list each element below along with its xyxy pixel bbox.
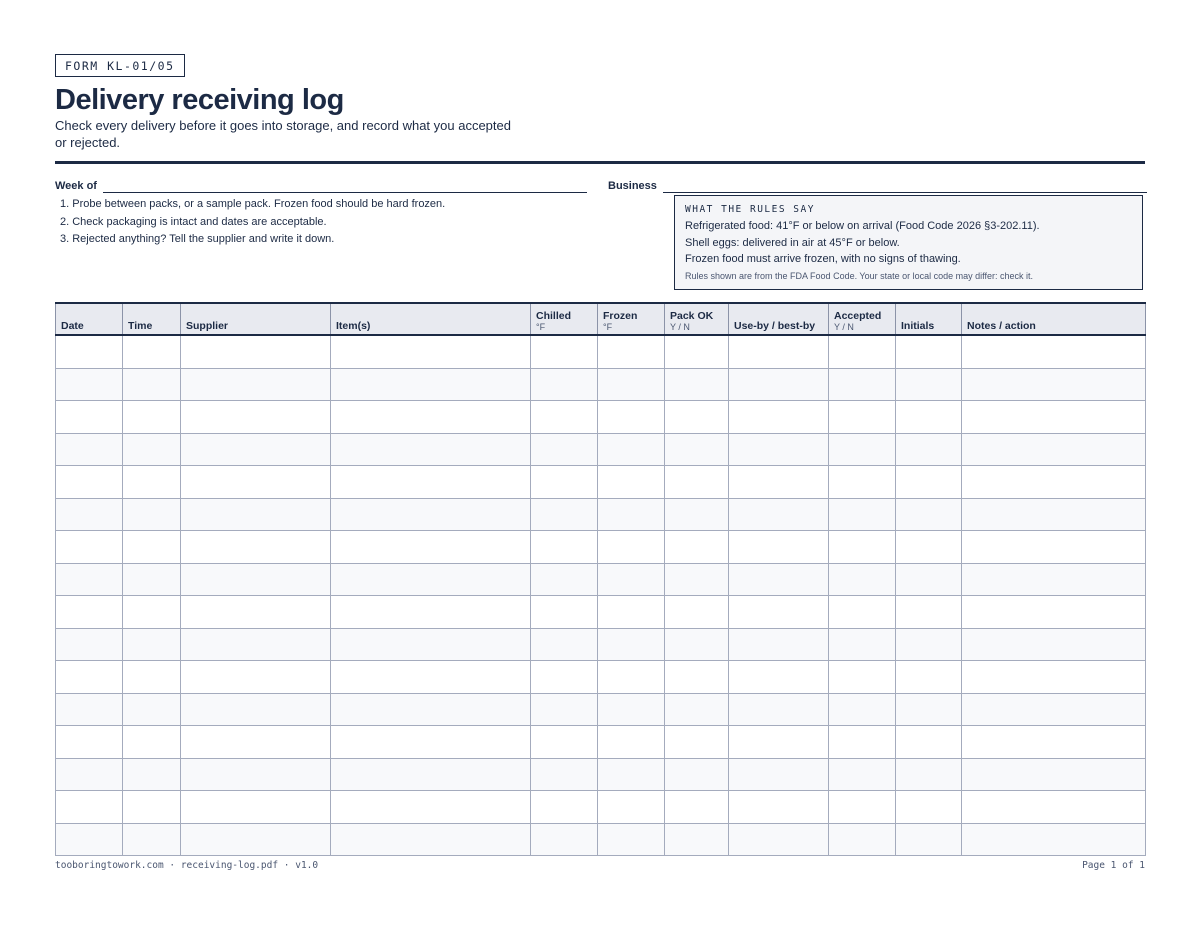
rules-line: Refrigerated food: 41°F or below on arrival (Food Code 2026 §3-202.11). (685, 220, 1040, 232)
column-header-notes: Notes / action (962, 303, 1146, 335)
table-row (56, 596, 1146, 629)
table-cell[interactable] (962, 596, 1146, 629)
table-row (56, 726, 1146, 759)
table-cell[interactable] (829, 628, 896, 661)
table-cell[interactable] (665, 531, 729, 564)
table-cell[interactable] (598, 335, 665, 368)
table-cell[interactable] (962, 693, 1146, 726)
table-row (56, 693, 1146, 726)
table-cell[interactable] (56, 758, 123, 791)
table-cell[interactable] (598, 758, 665, 791)
table-cell[interactable] (598, 466, 665, 499)
table-cell[interactable] (56, 596, 123, 629)
week-of-line[interactable] (103, 178, 587, 193)
table-row (56, 563, 1146, 596)
business-line[interactable] (663, 178, 1147, 193)
table-cell[interactable] (896, 563, 962, 596)
footer-source: tooboringtowork.com · receiving-log.pdf · v1.0 (55, 860, 319, 871)
table-cell[interactable] (665, 661, 729, 694)
table-cell[interactable] (531, 758, 598, 791)
table-cell[interactable] (56, 368, 123, 401)
business-field[interactable] (608, 178, 1147, 193)
table-cell[interactable] (331, 758, 531, 791)
rules-box (674, 195, 1143, 290)
table-cell[interactable] (729, 368, 829, 401)
footer-page-number: Page 1 of 1 (1082, 860, 1145, 871)
table-cell[interactable] (331, 726, 531, 759)
table-cell[interactable] (123, 628, 181, 661)
instruction-item: 3. Rejected anything? Tell the supplier and write it down. (60, 233, 335, 245)
business-label: Business (608, 180, 657, 192)
table-cell[interactable] (56, 466, 123, 499)
table-cell[interactable] (729, 693, 829, 726)
table-cell[interactable] (531, 368, 598, 401)
table-row (56, 466, 1146, 499)
table-cell[interactable] (896, 498, 962, 531)
table-cell[interactable] (331, 596, 531, 629)
rules-line: Shell eggs: delivered in air at 45°F or below. (685, 236, 900, 249)
header-divider (55, 161, 1145, 164)
table-cell[interactable] (665, 401, 729, 434)
table-cell[interactable] (598, 791, 665, 824)
table-row (56, 368, 1146, 401)
table-cell[interactable] (181, 531, 331, 564)
table-cell[interactable] (962, 498, 1146, 531)
table-cell[interactable] (331, 563, 531, 596)
table-cell[interactable] (729, 433, 829, 466)
table-cell[interactable] (531, 563, 598, 596)
table-cell[interactable] (181, 628, 331, 661)
table-cell[interactable] (531, 596, 598, 629)
week-of-field[interactable] (55, 178, 587, 193)
table-cell[interactable] (331, 433, 531, 466)
table-cell[interactable] (896, 758, 962, 791)
table-cell[interactable] (123, 726, 181, 759)
table-cell[interactable] (829, 661, 896, 694)
table-cell[interactable] (531, 335, 598, 368)
table-row (56, 498, 1146, 531)
table-cell[interactable] (531, 498, 598, 531)
column-header-chilled: Chilled °F (531, 303, 598, 335)
table-cell[interactable] (123, 596, 181, 629)
table-cell[interactable] (665, 758, 729, 791)
form-code-badge: FORM KL-01/05 (55, 54, 185, 77)
table-cell[interactable] (598, 401, 665, 434)
table-cell[interactable] (181, 693, 331, 726)
table-cell[interactable] (56, 531, 123, 564)
table-cell[interactable] (181, 823, 331, 856)
column-header-use-by: Use-by / best-by (729, 303, 829, 335)
table-cell[interactable] (331, 368, 531, 401)
table-cell[interactable] (896, 401, 962, 434)
table-cell[interactable] (829, 823, 896, 856)
table-cell[interactable] (896, 628, 962, 661)
column-header-accepted: Accepted Y / N (829, 303, 896, 335)
table-cell[interactable] (331, 791, 531, 824)
table-cell[interactable] (729, 791, 829, 824)
table-cell[interactable] (331, 628, 531, 661)
table-cell[interactable] (123, 466, 181, 499)
table-cell[interactable] (729, 498, 829, 531)
table-cell[interactable] (181, 563, 331, 596)
table-cell[interactable] (729, 401, 829, 434)
column-unit: Y / N (670, 322, 690, 332)
table-cell[interactable] (598, 823, 665, 856)
week-of-label: Week of (55, 180, 97, 192)
table-cell[interactable] (829, 693, 896, 726)
receiving-log-table (55, 302, 1146, 856)
table-cell[interactable] (331, 335, 531, 368)
column-unit: °F (603, 322, 613, 332)
table-cell[interactable] (829, 335, 896, 368)
instruction-item: 1. Probe between packs, or a sample pack. Frozen food should be hard frozen. (60, 198, 446, 210)
table-cell[interactable] (896, 433, 962, 466)
table-cell[interactable] (829, 498, 896, 531)
table-row (56, 628, 1146, 661)
table-cell[interactable] (598, 661, 665, 694)
column-unit: °F (536, 322, 546, 332)
form-page (55, 54, 1145, 332)
table-cell[interactable] (962, 791, 1146, 824)
table-cell[interactable] (531, 791, 598, 824)
table-row (56, 531, 1146, 564)
table-cell[interactable] (665, 823, 729, 856)
table-cell[interactable] (665, 563, 729, 596)
table-body (56, 335, 1146, 856)
table-cell[interactable] (331, 661, 531, 694)
table-cell[interactable] (829, 596, 896, 629)
table-cell[interactable] (962, 726, 1146, 759)
table-cell[interactable] (829, 531, 896, 564)
table-cell[interactable] (665, 498, 729, 531)
table-cell[interactable] (665, 628, 729, 661)
table-cell[interactable] (665, 693, 729, 726)
table-cell[interactable] (598, 368, 665, 401)
table-cell[interactable] (56, 401, 123, 434)
table-cell[interactable] (962, 823, 1146, 856)
table-cell[interactable] (531, 628, 598, 661)
table-cell[interactable] (598, 693, 665, 726)
table-cell[interactable] (56, 498, 123, 531)
table-cell[interactable] (181, 466, 331, 499)
table-row (56, 661, 1146, 694)
table-cell[interactable] (829, 368, 896, 401)
table-cell[interactable] (665, 726, 729, 759)
table-cell[interactable] (896, 596, 962, 629)
table-cell[interactable] (331, 823, 531, 856)
table-cell[interactable] (962, 531, 1146, 564)
page-subtitle: Check every delivery before it goes into storage, and record what you accepted or rejected. (55, 118, 511, 150)
table-cell[interactable] (665, 335, 729, 368)
table-cell[interactable] (123, 335, 181, 368)
table-row (56, 758, 1146, 791)
table-cell[interactable] (56, 726, 123, 759)
table-cell[interactable] (896, 726, 962, 759)
table-cell[interactable] (962, 466, 1146, 499)
table-cell[interactable] (598, 726, 665, 759)
table-cell[interactable] (181, 726, 331, 759)
table-row (56, 401, 1146, 434)
table-cell[interactable] (729, 335, 829, 368)
table-cell[interactable] (56, 335, 123, 368)
table-cell[interactable] (181, 335, 331, 368)
table-cell[interactable] (181, 596, 331, 629)
table-cell[interactable] (896, 368, 962, 401)
table-cell[interactable] (123, 661, 181, 694)
table-cell[interactable] (896, 823, 962, 856)
table-cell[interactable] (729, 596, 829, 629)
table-cell[interactable] (56, 628, 123, 661)
table-cell[interactable] (123, 693, 181, 726)
table-cell[interactable] (123, 433, 181, 466)
table-cell[interactable] (56, 791, 123, 824)
table-cell[interactable] (598, 563, 665, 596)
table-cell[interactable] (962, 433, 1146, 466)
table-cell[interactable] (962, 628, 1146, 661)
table-cell[interactable] (181, 368, 331, 401)
table-cell[interactable] (181, 758, 331, 791)
table-cell[interactable] (729, 823, 829, 856)
table-cell[interactable] (665, 466, 729, 499)
table-cell[interactable] (665, 596, 729, 629)
page-footer (55, 860, 1145, 871)
table-cell[interactable] (531, 693, 598, 726)
table-cell[interactable] (123, 531, 181, 564)
table-cell[interactable] (829, 758, 896, 791)
rules-note: Rules shown are from the FDA Food Code. Your state or local code may differ: check it. (685, 270, 1034, 281)
column-header-items: Item(s) (331, 303, 531, 335)
column-header-supplier: Supplier (181, 303, 331, 335)
table-cell[interactable] (729, 466, 829, 499)
rules-line: Frozen food must arrive frozen, with no signs of thawing. (685, 253, 961, 265)
table-cell[interactable] (665, 791, 729, 824)
table-cell[interactable] (896, 661, 962, 694)
table-header-row (56, 303, 1146, 335)
table-cell[interactable] (665, 433, 729, 466)
table-cell[interactable] (181, 433, 331, 466)
table-cell[interactable] (56, 823, 123, 856)
table-cell[interactable] (123, 823, 181, 856)
table-cell[interactable] (829, 563, 896, 596)
table-cell[interactable] (531, 466, 598, 499)
table-cell[interactable] (181, 661, 331, 694)
table-cell[interactable] (962, 368, 1146, 401)
table-cell[interactable] (123, 563, 181, 596)
table-cell[interactable] (123, 401, 181, 434)
table-cell[interactable] (531, 401, 598, 434)
table-cell[interactable] (896, 335, 962, 368)
table-cell[interactable] (331, 466, 531, 499)
table-cell[interactable] (729, 628, 829, 661)
rules-heading: WHAT THE RULES SAY (685, 204, 815, 215)
table-cell[interactable] (962, 661, 1146, 694)
table-cell[interactable] (56, 433, 123, 466)
table-cell[interactable] (181, 498, 331, 531)
column-header-initials: Initials (896, 303, 962, 335)
table-cell[interactable] (896, 531, 962, 564)
table-row (56, 433, 1146, 466)
column-unit: Y / N (834, 322, 854, 332)
table-cell[interactable] (56, 661, 123, 694)
table-cell[interactable] (729, 563, 829, 596)
table-cell[interactable] (962, 563, 1146, 596)
table-cell[interactable] (56, 693, 123, 726)
table-cell[interactable] (531, 661, 598, 694)
table-cell[interactable] (896, 466, 962, 499)
table-cell[interactable] (829, 466, 896, 499)
table-cell[interactable] (729, 758, 829, 791)
table-cell[interactable] (962, 758, 1146, 791)
table-cell[interactable] (598, 498, 665, 531)
table-cell[interactable] (56, 563, 123, 596)
table-cell[interactable] (729, 726, 829, 759)
instruction-item: 2. Check packaging is intact and dates are acceptable. (60, 215, 327, 228)
page-title: Delivery receiving log (55, 84, 344, 116)
table-cell[interactable] (665, 368, 729, 401)
table-cell[interactable] (123, 498, 181, 531)
table-cell[interactable] (531, 531, 598, 564)
table-cell[interactable] (729, 661, 829, 694)
table-cell[interactable] (181, 401, 331, 434)
column-header-pack-ok: Pack OK Y / N (665, 303, 729, 335)
table-cell[interactable] (331, 531, 531, 564)
table-cell[interactable] (531, 726, 598, 759)
column-header-date: Date (56, 303, 123, 335)
table-cell[interactable] (123, 368, 181, 401)
table-cell[interactable] (181, 791, 331, 824)
table-cell[interactable] (331, 693, 531, 726)
table-row (56, 335, 1146, 368)
instructions-list (60, 196, 445, 249)
table-cell[interactable] (829, 401, 896, 434)
table-cell[interactable] (598, 628, 665, 661)
column-header-frozen: Frozen °F (598, 303, 665, 335)
table-cell[interactable] (531, 823, 598, 856)
table-cell[interactable] (123, 758, 181, 791)
table-cell[interactable] (829, 791, 896, 824)
table-cell[interactable] (598, 531, 665, 564)
table-cell[interactable] (598, 433, 665, 466)
table-cell[interactable] (962, 401, 1146, 434)
table-row (56, 823, 1146, 856)
table-cell[interactable] (729, 531, 829, 564)
table-cell[interactable] (962, 335, 1146, 368)
table-cell[interactable] (896, 791, 962, 824)
table-cell[interactable] (531, 433, 598, 466)
table-cell[interactable] (829, 433, 896, 466)
table-cell[interactable] (896, 693, 962, 726)
table-cell[interactable] (598, 596, 665, 629)
table-cell[interactable] (123, 791, 181, 824)
table-row (56, 791, 1146, 824)
column-header-time: Time (123, 303, 181, 335)
table-cell[interactable] (331, 498, 531, 531)
table-cell[interactable] (829, 726, 896, 759)
table-cell[interactable] (331, 401, 531, 434)
